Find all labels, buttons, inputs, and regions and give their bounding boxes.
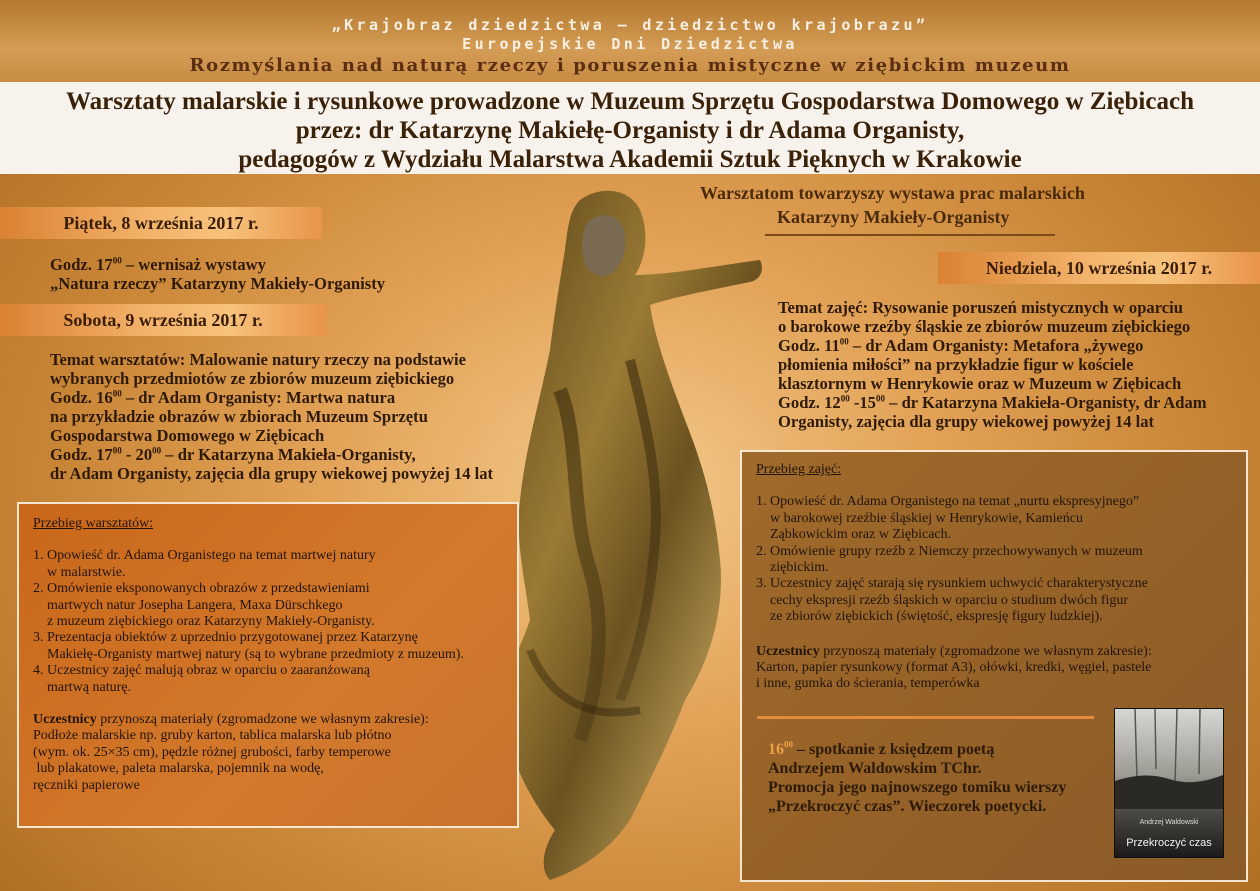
sunday-line-6 xyxy=(778,393,1207,412)
saturday-hour-2-sup: 00 xyxy=(112,445,122,456)
saturday-materials-rest: przynoszą materiały (zgromadzone we własnym zakresie): xyxy=(96,712,429,728)
saturday-program-box xyxy=(17,502,519,828)
sunday-program-row: 2. Omówienie grupy rzeźb z Niemczy przechowywanych w muzeum xyxy=(756,543,1143,559)
saturday-session-1: – dr Adam Organisty: Martwa natura xyxy=(121,388,396,407)
header-subtitle: Rozmyślania nad naturą rzeczy i poruszenia mistyczne w ziębickim muzeum xyxy=(189,55,1071,76)
exhibition-line-2: Katarzyny Makieły-Organisty xyxy=(777,207,1010,227)
book-cover-image xyxy=(1114,708,1224,858)
sunday-line-1: Temat zajęć: Rysowanie poruszeń mistycznych w oparciu xyxy=(778,298,1183,317)
friday-hour-sup: 00 xyxy=(112,255,122,266)
saturday-hour-2-end-sup: 00 xyxy=(152,445,162,456)
saturday-program-row: 3. Prezentacja obiektów z uprzednio przygotowanej przez Katarzynę xyxy=(33,630,418,646)
saturday-line-5: Gospodarstwa Domowego w Ziębicach xyxy=(50,426,325,445)
sunday-line-2: o barokowe rzeźby śląskie ze zbiorów muzeum ziębickiego xyxy=(778,317,1191,336)
saturday-materials-row: (wym. ok. 25×35 cm), pędzle różnej grubości, farby temperowe xyxy=(33,744,391,760)
sunday-session-1: – dr Adam Organisty: Metafora „żywego xyxy=(848,336,1144,355)
poetry-hour: 16 xyxy=(768,741,784,758)
book-title: Przekroczyć czas xyxy=(1126,837,1212,849)
saturday-hour-1-sup: 00 xyxy=(112,388,122,399)
sunday-session-2: – dr Katarzyna Makieła-Organisty, dr Adam xyxy=(884,393,1207,412)
saturday-date-ribbon: Sobota, 9 września 2017 r. xyxy=(0,304,326,336)
sunday-hour-2: Godz. 12 xyxy=(778,393,841,412)
saturday-program-row: w malarstwie. xyxy=(33,564,126,580)
sunday-materials-intro xyxy=(756,644,1246,660)
friday-hour-line xyxy=(50,255,266,274)
title-line-1: Warsztaty malarskie i rysunkowe prowadzone w Muzeum Sprzętu Gospodarstwa Domowego w Ziębicach xyxy=(66,88,1194,115)
sunday-line-4: płomienia miłości” na przykładzie figur w kościele xyxy=(778,355,1134,374)
sunday-program-row: 3. Uczestnicy zajęć starają się rysunkiem uchwycić charakterystyczne xyxy=(756,576,1148,592)
exhibition-divider xyxy=(765,234,1055,236)
sunday-date-ribbon: Niedziela, 10 września 2017 r. xyxy=(938,252,1260,284)
sunday-hour-1: Godz. 11 xyxy=(778,336,840,355)
saturday-program-row: z muzeum ziębickiego oraz Katarzyny Makieły-Organisty. xyxy=(33,614,375,630)
friday-vernissage: – wernisaż wystawy xyxy=(121,255,266,274)
saturday-materials-bold: Uczestnicy xyxy=(33,712,97,728)
sunday-materials-bold: Uczestnicy xyxy=(756,643,820,659)
sunday-program-row: w barokowej rzeźbie śląskiej w Henrykowie, Kamieńcu xyxy=(756,510,1083,526)
saturday-materials-row: ręczniki papierowe xyxy=(33,777,140,793)
friday-date-ribbon: Piątek, 8 września 2017 r. xyxy=(0,207,322,239)
saturday-program-list xyxy=(33,548,517,696)
saturday-program-heading: Przebieg warsztatów: xyxy=(33,516,154,531)
sunday-program-row: ze zbiorów ziębickich (świętość, ekspresję figury ludzkiej). xyxy=(756,609,1103,625)
book-author: Andrzej Waldowski xyxy=(1139,819,1199,826)
saturday-program-row: 2. Omówienie eksponowanych obrazów z przedstawieniami xyxy=(33,581,370,597)
poetry-line-2: Andrzejem Waldowskim TChr. xyxy=(768,760,982,777)
sunday-materials-list xyxy=(756,660,1246,693)
sunday-program-row: Ząbkowickim oraz w Ziębicach. xyxy=(756,527,952,543)
saturday-session-2: – dr Katarzyna Makieła-Organisty, xyxy=(161,445,416,464)
saturday-hour-1: Godz. 16 xyxy=(50,388,113,407)
saturday-program-row: Makiełę-Organisty martwej natury (są to wybrane przedmioty z muzeum). xyxy=(33,646,464,662)
sunday-line-7: Organisty, zajęcia dla grupy wiekowej powyżej 14 lat xyxy=(778,412,1155,431)
friday-hour: Godz. 17 xyxy=(50,255,113,274)
saturday-materials-list xyxy=(33,728,517,794)
sunday-line-3 xyxy=(778,336,1143,355)
saturday-line-1: Temat warsztatów: Malowanie natury rzeczy na podstawie xyxy=(50,350,467,369)
saturday-program-row: martwych natur Josepha Langera, Maxa Dürschkego xyxy=(33,597,343,613)
saturday-materials-row: lub plakatowe, paleta malarska, pojemnik na wodę, xyxy=(33,761,324,777)
sunday-materials-row: Karton, papier rysunkowy (format A3), ołówki, kredki, węgiel, pastele xyxy=(756,660,1152,676)
sunday-materials-rest: przynoszą materiały (zgromadzone we własnym zakresie): xyxy=(819,643,1152,659)
poetry-divider xyxy=(757,716,1094,719)
saturday-line-3 xyxy=(50,388,395,407)
sunday-hour-2-sup: 00 xyxy=(840,393,850,404)
sunday-program-row: cechy ekspresji rzeźb śląskich w oparciu o studium dwóch figur xyxy=(756,592,1129,608)
sunday-hour-2-end: -15 xyxy=(849,393,876,412)
sunday-program-heading: Przebieg zajęć: xyxy=(756,462,842,477)
poetry-line-3: Promocja jego najnowszego tomiku wierszy xyxy=(768,779,1067,796)
exhibition-line-1: Warsztatom towarzyszy wystawa prac malarskich xyxy=(700,183,1085,203)
header-event-name: Europejskie Dni Dziedzictwa xyxy=(462,35,798,53)
book-cover-trees xyxy=(1115,709,1223,809)
sunday-program-list xyxy=(756,494,1246,625)
saturday-program-row: 4. Uczestnicy zajęć malują obraz w oparciu o zaaranżowaną xyxy=(33,663,370,679)
saturday-program-row: 1. Opowieść dr. Adama Organistego na temat martwej natury xyxy=(33,548,376,564)
sunday-line-5: klasztornym w Henrykowie oraz w Muzeum w Ziębicach xyxy=(778,374,1182,393)
saturday-hour-2: Godz. 17 xyxy=(50,445,113,464)
saturday-line-2: wybranych przedmiotów ze zbiorów muzeum ziębickiego xyxy=(50,369,455,388)
header-motto: „Krajobraz dziedzictwa – dziedzictwo krajobrazu” xyxy=(331,16,929,34)
poetry-line-4: „Przekroczyć czas”. Wieczorek poetycki. xyxy=(768,798,1047,815)
saturday-program-row: martwą naturę. xyxy=(33,679,131,695)
poetry-line-1 xyxy=(768,740,994,759)
poetry-hour-sup: 00 xyxy=(784,739,793,750)
saturday-materials-intro xyxy=(33,712,517,728)
title-line-2: przez: dr Katarzynę Makiełę-Organisty i dr Adama Organisty, xyxy=(295,117,965,144)
sunday-hour-2-end-sup: 00 xyxy=(875,393,885,404)
saturday-materials-row: Podłoże malarskie np. gruby karton, tablica malarska lub płótno xyxy=(33,728,392,744)
poetry-meeting: – spotkanie z księdzem poetą xyxy=(793,741,995,758)
title-line-3: pedagogów z Wydziału Malarstwa Akademii Sztuk Pięknych w Krakowie xyxy=(238,146,1022,173)
saturday-line-4: na przykładzie obrazów w zbiorach Muzeum Sprzętu xyxy=(50,407,428,426)
sunday-hour-1-sup: 00 xyxy=(839,336,849,347)
saturday-line-7: dr Adam Organisty, zajęcia dla grupy wiekowej powyżej 14 lat xyxy=(50,464,494,483)
sunday-materials-row: i inne, gumka do ścierania, temperówka xyxy=(756,676,980,692)
saturday-line-6 xyxy=(50,445,416,464)
sunday-program-row: ziębickim. xyxy=(756,560,829,576)
sunday-program-row: 1. Opowieść dr. Adama Organistego na temat „nurtu ekspresyjnego” xyxy=(756,494,1140,510)
saturday-hour-2-end: - 20 xyxy=(121,445,153,464)
friday-exhibition-name: „Natura rzeczy” Katarzyny Makieły-Organisty xyxy=(50,274,386,293)
